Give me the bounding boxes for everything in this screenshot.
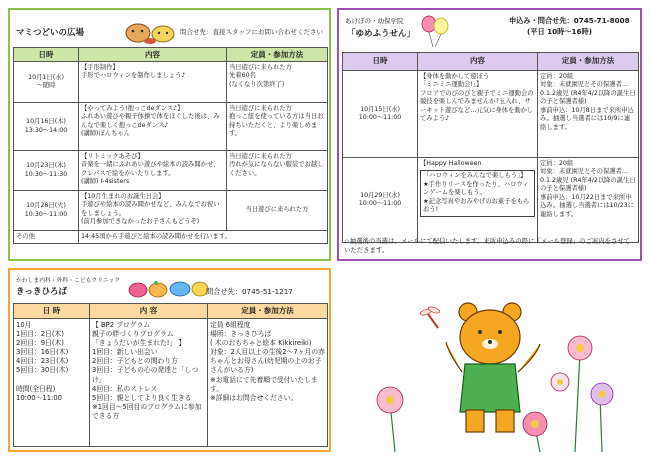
table-row [343,71,639,158]
table-row [14,231,328,244]
header-date: 日時 [14,48,79,62]
header-capacity: 定員・参加方法 [227,48,328,62]
table-row [14,191,328,231]
capacity-cell: 当日遊びに来られた方 [245,206,309,214]
header-content: 内容 [79,48,227,62]
content-cell: 【手形制作】 手形でハロウィンを制作しましょう♪ [81,63,186,80]
date-cell: 10月 1回目：2日(木) 2回目：9日(木) 3回目：16日(木) 4回目：23日(木) 5回目：30日(木) 時間(全日程) 10:00～11:00 [16,320,69,402]
schedule-table [342,52,639,243]
capacity-cell: 当日遊びに来られた方 汚れが気にならない服装でお越しください。 [229,152,324,177]
header-capacity: 定員・参加方法 [538,53,639,71]
header-date: 日 時 [14,304,90,319]
bear-icon [446,303,540,432]
contact-phone: 問合せ先：0745-51-1217 [206,287,293,296]
table-row [14,62,328,103]
panel-title: マミつどいの広場 [16,28,85,38]
other-label: その他 [16,232,35,240]
capacity-cell: 定員：20組 対象：未就園児とその保護者…0.1.2歳児 (R4年4/2以降の誕生日の子と保護者様) 事前申込：10月22日まで来所申込み。抽選し当選者には10/23に連絡します。 [540,159,636,218]
capacity-cell: 当日遊びに来られた方 抱っこ紐を使っている方は当日お持ちいただくと、より楽しめます。 [229,104,324,138]
table-row [14,319,328,447]
yumefusen-panel [337,8,642,261]
toy-animals-icon [126,274,210,300]
header-content: 内 容 [90,304,208,319]
contact-info: 問合せ先：直接スタッフにお問い合わせください [180,28,323,36]
content-heading: 【身体を動かして遊ぼう [420,72,490,80]
content-heading: 【Happy Halloween [420,159,482,167]
header-content: 内容 [418,53,538,71]
header-date: 日時 [343,53,418,71]
dragonfly-icon [420,306,441,328]
content-cell: 【 BP2 プログラム 親子の絆づくりプログラム 「きょうだいが生まれた!」 】 1回目：新しい出会い 2回目：子どもとの関わり方 3回目：子どもの心の発達と「しつけ」 4回目：私のストレス 5回目：親としてより良く生きる ※1回目～5回目のプログラムに参加できる方 [92,320,202,421]
panel-title: 「ゆめふうせん」 [347,29,416,39]
date-cell: 10月29日(水) 10:00～11:00 [358,191,402,207]
animals-illustration-icon [123,19,177,45]
contact-phone: 申込み・問合せ先：0745-71-8008 [509,16,630,25]
balloons-icon [419,14,451,48]
schedule-table [13,303,328,447]
other-text: 14:45頃から手遊びと絵本の読み聞かせを行います。 [81,232,231,240]
capacity-cell: 定員：20組 対象：未就園児とその保護者…0.1.2歳児 (R4年4/2以降の誕生日の子と保護者様) 事前申込：10月8日まで来所申込み。抽選し当選者には10/9に連絡します。 [540,72,636,131]
panel-title: きっきひろば [16,287,68,297]
org-name: あけぼの・幼保学院 [345,17,404,25]
lottery-note: ☆抽選後の当選は、メールにて配信いたします。来所申込みの際に「メール登録」のご案内をさせていただきます。 [344,237,631,254]
table-row [14,103,328,151]
kikki-panel [8,268,331,452]
content-cell: 【やってみよう!抱っこdeダンス♪】 ふれあい遊びや親子体操で体をほぐした後は、みんなで楽しく抱っこdeダンス♪ (講師)ぽんちゃん [81,104,220,138]
bear-with-flowers-illustration [350,282,640,454]
content-body: 「ミニミニ運動会!」】 フロアでのびのびと親子でミニ運動会の競技を楽しんでみませんか?玉入れ、サーキット遊びなど…元気に身体を動かしてみよう♪ [420,81,534,122]
date-cell: 10月16日(木) 13:30～14:00 [24,118,68,134]
date-cell: 10月15日(水) 10:00～11:00 [358,105,402,121]
date-cell: 10月1日(水) ～随時 [28,73,64,90]
schedule-table [13,47,328,244]
capacity-cell: 当日遊びに来られた方 先着60名 (なくなり次第終了) [229,63,292,88]
capacity-cell: 定員 6組程度 場所：きっきひろば ( 木のおもちゃと絵本 Kikkireiki) 対象：2人目以上の生後2～7ヶ月の赤ちゃんとお母さん(幼児期の上のお子さんがいる方) ※お電話にて先着順で受付いたします。 ※詳細はお問合せください。 [210,320,325,402]
contact-hours: (平日 10時～16時) [527,27,593,36]
header-capacity: 定員・参加方法 [208,304,328,319]
content-cell: 【10月生まれのお誕生日会】 手遊びや絵本の読み聞かせなど、みんなでお祝いをしましょう。 (前月参加できなかったお子さんもどうぞ) [81,192,220,226]
content-cell: 【リトミックあそび】 音楽を一緒にふれあい遊びや絵本の読み聞かせ、クレパスで絵をかいたりします。 (講師) I-4sisters [81,152,220,186]
date-cell: 10月23日(木) 10:30～11:30 [24,162,68,178]
content-box: 「ハロウィンをみんなで楽しもう」】 ★手作りリースを作ったり、ハロウィンゲームを楽しもう。 ★記念写真やおみやげのお菓子をもらおう! [420,170,535,217]
table-row [343,158,639,243]
org-name: かわしま内科・外科・こどもクリニック [16,278,120,284]
table-row [14,151,328,191]
date-cell: 10月28日(火) 10:30～11:00 [24,202,68,218]
tsudoi-panel [8,8,331,261]
